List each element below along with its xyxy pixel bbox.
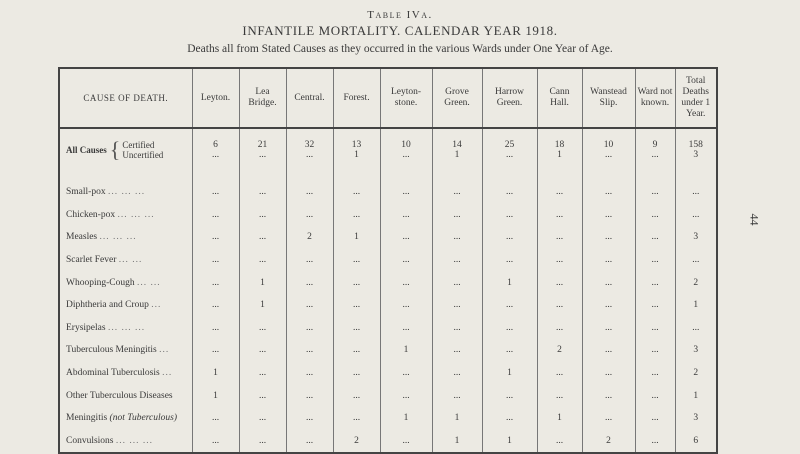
uncertified-value: ... xyxy=(402,150,410,160)
page-number: 44 xyxy=(747,213,762,226)
value-cell: ... xyxy=(582,339,635,362)
value-cell: ... xyxy=(635,407,675,430)
col-header-leyton: Leyton. xyxy=(192,68,239,128)
cause-cell xyxy=(59,204,192,227)
value-cell: 1 xyxy=(432,430,482,454)
value-cell: ... xyxy=(582,317,635,340)
all-causes-cell xyxy=(192,128,239,171)
value-cell: ... xyxy=(192,430,239,454)
page-title: INFANTILE MORTALITY. CALENDAR YEAR 1918. xyxy=(242,23,558,38)
all-causes-label: All Causes xyxy=(66,145,107,155)
title-block xyxy=(0,8,800,58)
all-causes-cell xyxy=(333,128,380,171)
value-cell: ... xyxy=(286,204,333,227)
value-cell: ... xyxy=(432,249,482,272)
value-cell: ... xyxy=(537,181,582,204)
value-cell: ... xyxy=(635,181,675,204)
value-cell: ... xyxy=(675,204,717,227)
value-cell: ... xyxy=(482,339,537,362)
value-cell: ... xyxy=(192,339,239,362)
dot-leader: ... ... ... xyxy=(107,187,146,198)
value-cell: ... xyxy=(380,204,432,227)
certified-value: 10 xyxy=(401,140,411,150)
all-causes-cell xyxy=(537,128,582,171)
value-cell: 1 xyxy=(192,384,239,407)
value-cell: 2 xyxy=(675,362,717,385)
value-cell: ... xyxy=(582,362,635,385)
cause-cell xyxy=(59,407,192,430)
value-cell: ... xyxy=(286,271,333,294)
all-causes-label-cell xyxy=(59,128,192,171)
certified-value: 32 xyxy=(304,140,315,150)
cause-cell xyxy=(59,384,192,407)
uncertified-value: 1 xyxy=(354,150,359,160)
table-row xyxy=(59,407,717,430)
uncertified-value: 1 xyxy=(454,150,460,160)
col-header-harrow-green: Harrow Green. xyxy=(482,68,537,128)
value-cell: ... xyxy=(333,181,380,204)
certified-value: 18 xyxy=(554,140,565,150)
value-cell: ... xyxy=(333,384,380,407)
value-cell: ... xyxy=(380,430,432,454)
value-cell: ... xyxy=(635,384,675,407)
value-cell: ... xyxy=(537,317,582,340)
col-header-forest: Forest. xyxy=(333,68,380,128)
uncertified-value: 3 xyxy=(693,150,699,160)
page-subtitle: Deaths all from Stated Causes as they occurred in the various Wards under One Year of Age. xyxy=(187,43,613,55)
value-cell: ... xyxy=(286,317,333,340)
value-cell: ... xyxy=(537,249,582,272)
cause-name: Small-pox xyxy=(66,187,106,198)
value-cell: ... xyxy=(286,407,333,430)
value-cell: ... xyxy=(537,384,582,407)
value-cell: ... xyxy=(286,294,333,317)
table-row xyxy=(59,204,717,227)
dot-leader: ... xyxy=(151,300,162,311)
value-cell: 1 xyxy=(675,384,717,407)
value-cell: 1 xyxy=(239,271,286,294)
value-cell: ... xyxy=(380,271,432,294)
table-row xyxy=(59,271,717,294)
value-cell: 1 xyxy=(239,294,286,317)
uncertified-value: ... xyxy=(604,150,613,160)
cause-cell xyxy=(59,317,192,340)
certified-value: 13 xyxy=(351,140,362,150)
col-header-cann-hall: Cann Hall. xyxy=(537,68,582,128)
cause-name: Tuberculous Meningitis xyxy=(66,345,157,356)
cause-cell xyxy=(59,362,192,385)
certified-value: 9 xyxy=(652,140,658,150)
value-cell: ... xyxy=(333,339,380,362)
value-cell: 3 xyxy=(675,407,717,430)
spacer-row xyxy=(59,171,717,181)
value-cell: ... xyxy=(582,204,635,227)
dot-leader: ... ... ... xyxy=(99,232,137,243)
value-cell: ... xyxy=(432,271,482,294)
value-cell: ... xyxy=(239,226,286,249)
uncertified-value: ... xyxy=(211,150,220,160)
all-causes-cell xyxy=(482,128,537,171)
value-cell: ... xyxy=(635,430,675,454)
table-row xyxy=(59,226,717,249)
value-cell: ... xyxy=(432,226,482,249)
uncertified-value: ... xyxy=(505,150,514,160)
cause-name: Whooping-Cough xyxy=(66,277,135,288)
value-cell: ... xyxy=(432,294,482,317)
value-cell: 2 xyxy=(286,226,333,249)
cause-cell xyxy=(59,249,192,272)
value-cell: ... xyxy=(239,339,286,362)
mortality-table xyxy=(58,67,718,454)
value-cell: ... xyxy=(380,226,432,249)
value-cell: ... xyxy=(432,181,482,204)
value-cell: ... xyxy=(239,317,286,340)
value-cell: ... xyxy=(482,294,537,317)
dot-leader: ... ... ... xyxy=(107,322,146,333)
value-cell: ... xyxy=(192,226,239,249)
value-cell: ... xyxy=(192,249,239,272)
value-cell: 1 xyxy=(380,339,432,362)
col-header-central: Central. xyxy=(286,68,333,128)
all-causes-cell xyxy=(582,128,635,171)
value-cell: ... xyxy=(635,339,675,362)
value-cell: ... xyxy=(537,430,582,454)
cause-cell xyxy=(59,271,192,294)
value-cell: ... xyxy=(482,181,537,204)
table-row xyxy=(59,317,717,340)
value-cell: ... xyxy=(192,294,239,317)
value-cell: 2 xyxy=(333,430,380,454)
value-cell: ... xyxy=(432,384,482,407)
cause-note: (not Tuberculous) xyxy=(109,413,178,424)
cause-name: Measles xyxy=(66,232,98,243)
cause-cell xyxy=(59,294,192,317)
dot-leader: ... xyxy=(159,345,170,356)
table-row xyxy=(59,362,717,385)
cause-name: Erysipelas xyxy=(66,322,106,333)
value-cell: ... xyxy=(286,249,333,272)
uncertified-label: Uncertified xyxy=(122,150,164,160)
value-cell: ... xyxy=(537,362,582,385)
uncertified-value: 1 xyxy=(557,150,562,160)
value-cell: ... xyxy=(582,249,635,272)
table-row xyxy=(59,384,717,407)
value-cell: ... xyxy=(333,362,380,385)
value-cell: ... xyxy=(239,407,286,430)
value-cell: ... xyxy=(286,362,333,385)
value-cell: ... xyxy=(239,204,286,227)
value-cell: 1 xyxy=(192,362,239,385)
table-label: Table IVa. xyxy=(367,9,433,21)
cause-cell xyxy=(59,226,192,249)
certified-value: 25 xyxy=(504,140,515,150)
col-header-lea-bridge: Lea Bridge. xyxy=(239,68,286,128)
value-cell: ... xyxy=(635,271,675,294)
table-row xyxy=(59,181,717,204)
value-cell: ... xyxy=(635,249,675,272)
value-cell: ... xyxy=(582,181,635,204)
all-causes-cell xyxy=(380,128,432,171)
value-cell: ... xyxy=(380,294,432,317)
dot-leader: ... ... xyxy=(118,255,143,266)
certified-value: 158 xyxy=(688,140,703,150)
col-header-leytonstone: Leyton- stone. xyxy=(380,68,432,128)
value-cell: 1 xyxy=(482,430,537,454)
value-cell: ... xyxy=(333,317,380,340)
value-cell: ... xyxy=(380,384,432,407)
value-cell: 1 xyxy=(432,407,482,430)
value-cell: 1 xyxy=(482,362,537,385)
header-row xyxy=(59,68,717,128)
certified-value: 21 xyxy=(257,140,268,150)
value-cell: ... xyxy=(239,181,286,204)
value-cell: ... xyxy=(582,271,635,294)
value-cell: ... xyxy=(582,384,635,407)
value-cell: ... xyxy=(380,181,432,204)
dot-leader: ... ... ... xyxy=(115,435,154,446)
value-cell: ... xyxy=(333,271,380,294)
table-row xyxy=(59,339,717,362)
value-cell: ... xyxy=(239,384,286,407)
value-cell: ... xyxy=(675,249,717,272)
uncertified-value: ... xyxy=(305,150,314,160)
value-cell: ... xyxy=(582,226,635,249)
value-cell: 6 xyxy=(675,430,717,454)
cause-name: Convulsions xyxy=(66,435,114,446)
value-cell: ... xyxy=(482,317,537,340)
value-cell: ... xyxy=(537,226,582,249)
cause-cell xyxy=(59,181,192,204)
cause-name: Abdominal Tuberculosis xyxy=(66,368,160,379)
value-cell: ... xyxy=(482,384,537,407)
uncertified-value: ... xyxy=(651,150,659,160)
value-cell: ... xyxy=(286,384,333,407)
value-cell: 2 xyxy=(582,430,635,454)
value-cell: ... xyxy=(432,339,482,362)
value-cell: ... xyxy=(239,249,286,272)
value-cell: ... xyxy=(675,317,717,340)
value-cell: 1 xyxy=(380,407,432,430)
value-cell: 2 xyxy=(675,271,717,294)
value-cell: ... xyxy=(635,294,675,317)
col-header-wanstead-slip: Wanstead Slip. xyxy=(582,68,635,128)
dot-leader: ... xyxy=(162,368,173,379)
value-cell: ... xyxy=(482,249,537,272)
value-cell: ... xyxy=(635,317,675,340)
value-cell: ... xyxy=(192,317,239,340)
value-cell: ... xyxy=(333,407,380,430)
cause-name: Other Tuberculous Diseases xyxy=(66,390,173,401)
value-cell: ... xyxy=(582,294,635,317)
value-cell: ... xyxy=(537,204,582,227)
value-cell: ... xyxy=(286,339,333,362)
value-cell: 3 xyxy=(675,226,717,249)
value-cell: 2 xyxy=(537,339,582,362)
table-row xyxy=(59,249,717,272)
cause-cell xyxy=(59,339,192,362)
value-cell: ... xyxy=(635,362,675,385)
cause-name: Scarlet Fever xyxy=(66,255,117,266)
cause-name: Diphtheria and Croup xyxy=(66,300,149,311)
value-cell: ... xyxy=(482,407,537,430)
value-cell: ... xyxy=(380,317,432,340)
certified-value: 6 xyxy=(213,140,218,150)
value-cell: 1 xyxy=(482,271,537,294)
value-cell: ... xyxy=(432,317,482,340)
value-cell: ... xyxy=(675,181,717,204)
value-cell: 1 xyxy=(675,294,717,317)
table-row xyxy=(59,294,717,317)
all-causes-row xyxy=(59,128,717,171)
value-cell: 1 xyxy=(537,407,582,430)
brace-symbol: { xyxy=(109,137,121,162)
value-cell: 3 xyxy=(675,339,717,362)
value-cell: ... xyxy=(333,294,380,317)
certified-value: 10 xyxy=(603,140,614,150)
value-cell: ... xyxy=(192,181,239,204)
value-cell: ... xyxy=(192,204,239,227)
value-cell: 1 xyxy=(333,226,380,249)
value-cell: ... xyxy=(432,362,482,385)
certified-label: Certified xyxy=(122,140,155,150)
all-causes-cell xyxy=(432,128,482,171)
certified-value: 14 xyxy=(452,140,462,150)
col-header-grove-green: Grove Green. xyxy=(432,68,482,128)
dot-leader: ... ... ... xyxy=(117,209,155,220)
value-cell: ... xyxy=(482,204,537,227)
value-cell: ... xyxy=(380,362,432,385)
value-cell: ... xyxy=(635,204,675,227)
cause-name: Meningitis xyxy=(66,413,108,424)
value-cell: ... xyxy=(286,181,333,204)
value-cell: ... xyxy=(286,430,333,454)
value-cell: ... xyxy=(482,226,537,249)
value-cell: ... xyxy=(239,362,286,385)
all-causes-cell xyxy=(286,128,333,171)
value-cell: ... xyxy=(582,407,635,430)
col-header-cause: CAUSE OF DEATH. xyxy=(59,68,192,128)
dot-leader: ... ... xyxy=(136,277,161,288)
value-cell: ... xyxy=(537,294,582,317)
col-header-total: Total Deaths under 1 Year. xyxy=(675,68,717,128)
all-causes-cell xyxy=(675,128,717,171)
value-cell: ... xyxy=(333,204,380,227)
col-header-ward-not-known: Ward not known. xyxy=(635,68,675,128)
value-cell: ... xyxy=(192,407,239,430)
all-causes-cell xyxy=(635,128,675,171)
all-causes-cell xyxy=(239,128,286,171)
cause-name: Chicken-pox xyxy=(66,209,116,220)
value-cell: ... xyxy=(432,204,482,227)
value-cell: ... xyxy=(192,271,239,294)
value-cell: ... xyxy=(333,249,380,272)
value-cell: ... xyxy=(537,271,582,294)
value-cell: ... xyxy=(635,226,675,249)
value-cell: ... xyxy=(380,249,432,272)
uncertified-value: ... xyxy=(258,150,267,160)
value-cell: ... xyxy=(239,430,286,454)
